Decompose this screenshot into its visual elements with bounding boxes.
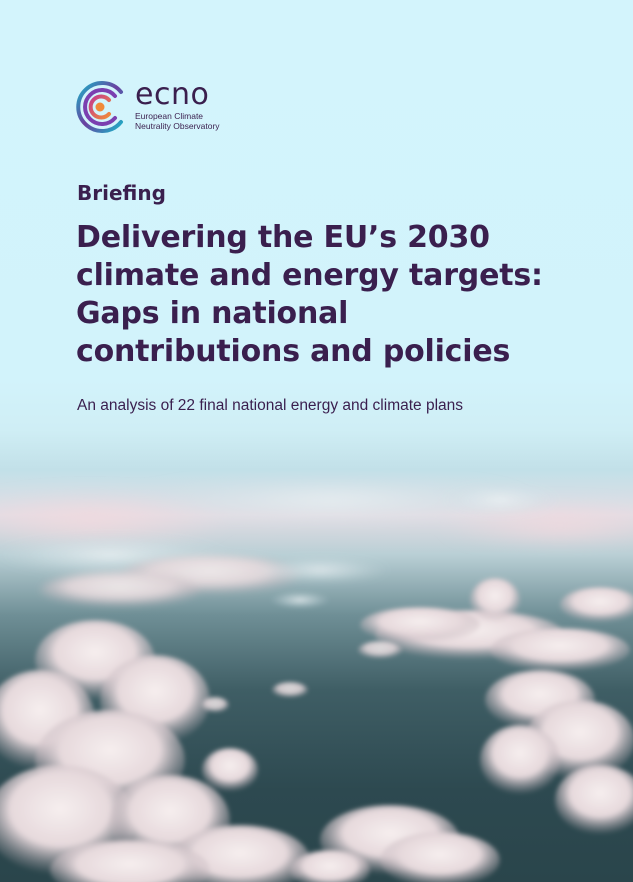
document-title (76, 219, 596, 371)
title-line: climate and energy targets: (76, 258, 543, 293)
document-type-label: Briefing (77, 181, 166, 205)
brand-tagline-line1: European Climate (135, 111, 204, 121)
title-line: contributions and policies (76, 334, 511, 369)
brand-tagline (135, 111, 245, 131)
brand-tagline-line2: Neutrality Observatory (135, 121, 220, 131)
document-subtitle: An analysis of 22 final national energy and climate plans (77, 397, 464, 414)
brand-name: ecno (135, 77, 210, 112)
ecno-logo-mark-icon (73, 80, 129, 134)
title-line: Gaps in national (76, 296, 349, 331)
ecno-logo[interactable] (73, 77, 243, 134)
title-line: Delivering the EU’s 2030 (76, 220, 490, 255)
